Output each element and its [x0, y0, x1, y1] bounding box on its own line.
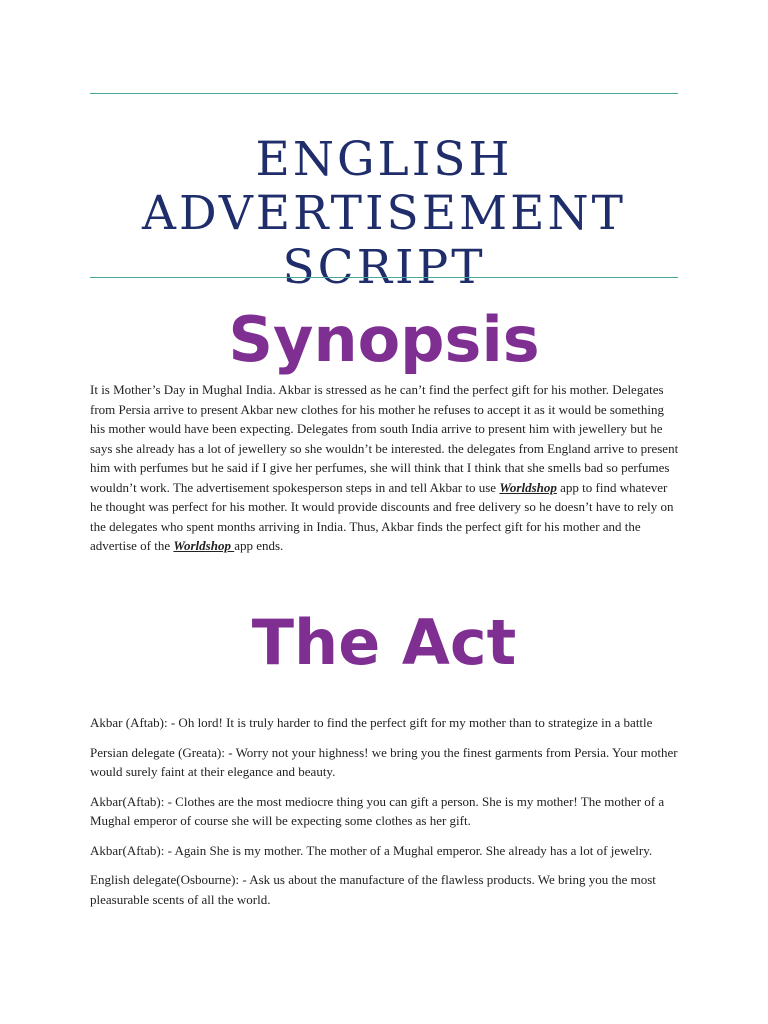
title-top-rule	[90, 93, 678, 94]
dialogue-line-2: Persian delegate (Greata): - Worry not your highness! we bring you the finest garments from Persia. Your mother would surely faint at their elegance and beauty.	[90, 744, 678, 779]
title-line-1: ENGLISH	[255, 132, 513, 188]
dialogue-line-4: Akbar(Aftab): - Again She is my mother. The mother of a Mughal emperor. She already has a lot of jewelry.	[90, 842, 653, 858]
synopsis-text-part-2: app to find whatever he thought was perfect for his mother. It would provide discounts and free delivery so he doesn’t have to rely on the delegates who spent months arriving in India. Thus, Akbar finds the perfect gift for his mother and the advertise of the	[90, 479, 674, 553]
dialogue-line-1: Akbar (Aftab): - Oh lord! It is truly harder to find the perfect gift for my mother than to strategize in a battle	[90, 715, 653, 730]
document-title	[90, 133, 678, 295]
dialogue-line-3: Akbar(Aftab): - Clothes are the most mediocre thing you can gift a person. She is my mother! The mother of a Mughal emperor of course she will be expecting some clothes as her gift.	[90, 793, 665, 828]
title-bottom-rule	[90, 277, 678, 278]
title-line-2: ADVERTISEMENT	[142, 186, 626, 242]
synopsis-heading: Synopsis	[228, 303, 540, 376]
synopsis-text-part-1: It is Mother’s Day in Mughal India. Akbar is stressed as he can’t find the perfect gift for his mother. Delegates from Persia arrive to present Akbar new clothes for his mother he refuses to accept it as it would be something his mother would have been expecting. Delegates from south India arrive to present him with jewellery but he says she already has a lot of jewellery so she wouldn’t be interested. the delegates from England arrive to present him with perfumes but he said if I give her perfumes, she will think that I think that she smells bad so perfumes wouldn’t work. The advertisement spokesperson steps in and tell Akbar to use	[90, 382, 679, 495]
dialogue-line-5: English delegate(Osbourne): - Ask us about the manufacture of the flawless products. We bring you the most pleasurable scents of all the world.	[90, 872, 656, 907]
synopsis-paragraph	[90, 380, 680, 556]
the-act-heading: The Act	[251, 606, 517, 679]
worldshop-brand-link[interactable]: Worldshop	[499, 479, 557, 495]
dialogue-section	[90, 713, 680, 919]
synopsis-text-part-3: app ends.	[234, 538, 284, 553]
title-line-3: SCRIPT	[282, 240, 486, 296]
worldshop-brand-link-2[interactable]: Worldshop	[173, 538, 235, 553]
